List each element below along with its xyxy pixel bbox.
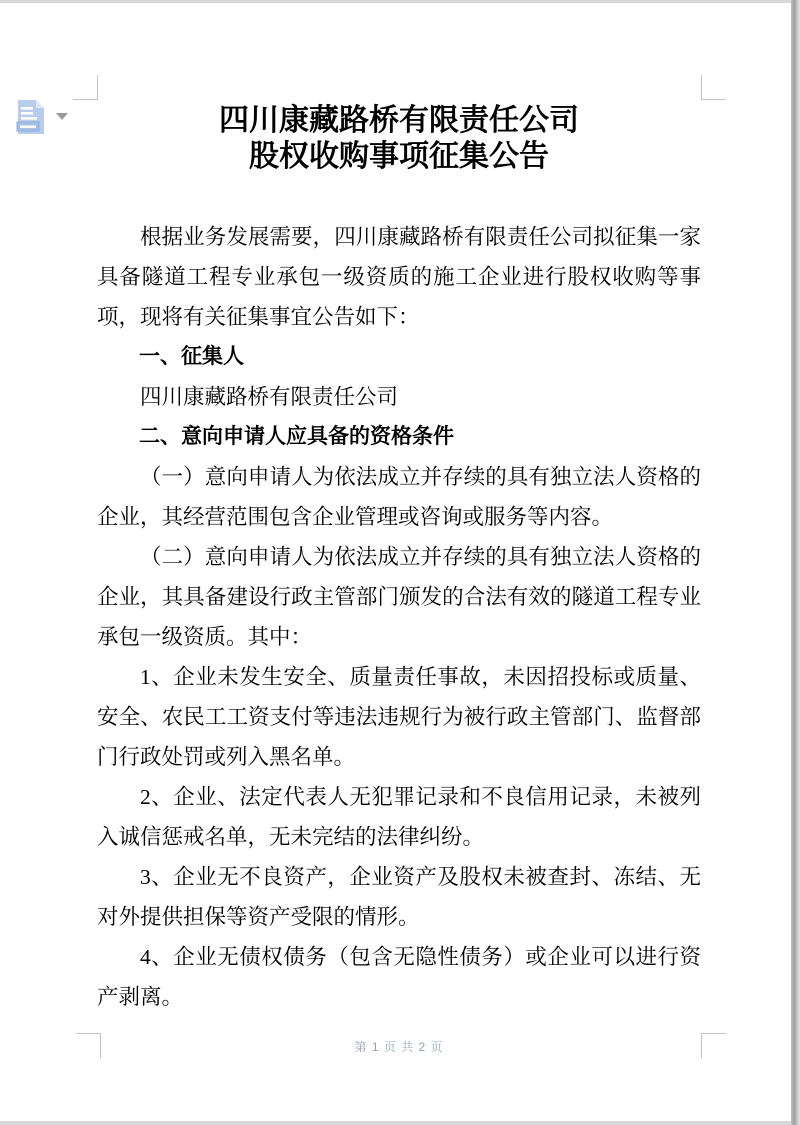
body-paragraph: 根据业务发展需要，四川康藏路桥有限责任公司拟征集一家具备隧道工程专业承包一级资质的施工企业进行股权收购等事项，现将有关征集事宜公告如下： [97,225,701,329]
title-line-1: 四川康藏路桥有限责任公司 [219,104,579,137]
body-paragraph: （二）意向申请人为依法成立并存续的具有独立法人资格的企业，其具备建设行政主管部门颁发的合法有效的隧道工程专业承包一级资质。其中： [97,545,701,649]
body-paragraph: 3、企业无不良资产，企业资产及股权未被查封、冻结、无对外提供担保等资产受限的情形。 [97,865,701,929]
section-heading: 一、征集人 [139,345,244,368]
body-paragraph: （一）意向申请人为依法成立并存续的具有独立法人资格的企业，其经营范围包含企业管理或咨询或服务等内容。 [97,465,701,529]
title-line-2: 股权收购事项征集公告 [249,140,549,173]
chevron-down-icon[interactable] [56,113,68,120]
page-bottom-edge [0,1121,792,1125]
document-title [97,103,701,175]
document-body [97,217,701,1017]
page-number-text: 第 1 页 共 2 页 [354,1040,444,1054]
page-footer [97,1038,701,1055]
body-paragraph: 1、企业未发生安全、质量责任事故，未因招投标或质量、安全、农民工工资支付等违法违规行为被行政主管部门、监督部门行政处罚或列入黑名单。 [97,665,701,769]
page-right-edge [791,0,800,1125]
document-text-area[interactable] [97,99,701,1017]
body-paragraph: 4、企业无债权债务（包含无隐性债务）或企业可以进行资产剥离。 [97,945,701,1009]
body-paragraph: 四川康藏路桥有限责任公司 [140,385,399,409]
paste-options-button[interactable] [16,96,78,138]
text-boundary-mark-bottom-right [701,1033,726,1058]
body-paragraph: 2、企业、法定代表人无犯罪记录和不良信用记录，未被列入诚信惩戒名单，无未完结的法律纠纷。 [97,785,701,849]
page-top-edge [0,0,792,3]
text-boundary-mark-top-right [701,75,726,100]
section-heading: 二、意向申请人应具备的资格条件 [139,425,454,448]
